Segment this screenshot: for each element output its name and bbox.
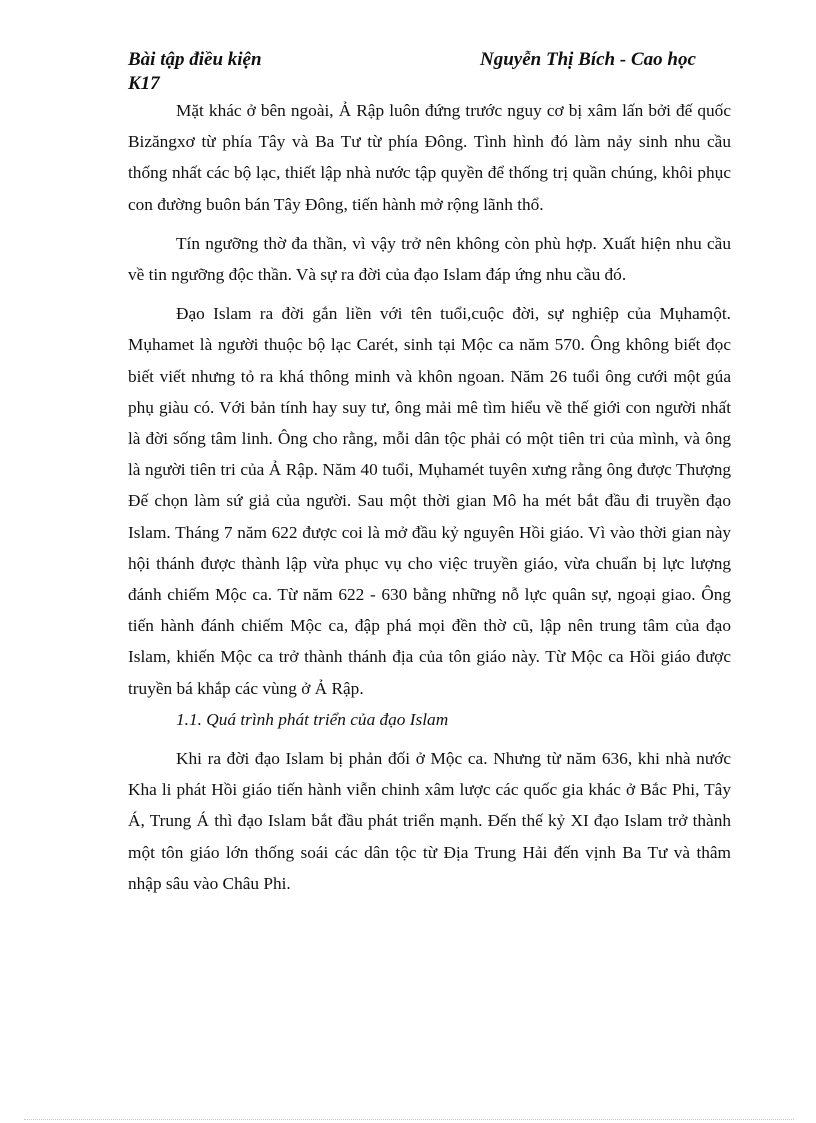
- paragraph-muhammad: Đạo Islam ra đời gắn liền với tên tuổi,cuộc đời, sự nghiệp của Mụhamột. Mụhamet là người thuộc bộ lạc Carét, sinh tại Mộc ca năm 570. Ông không biết đọc biết viết nhưng tỏ ra khá thông minh và khôn ngoan. Năm 26 tuổi ông cưới một gúa phụ giàu có. Với bản tính hay suy tư, ông mải mê tìm hiểu về thế giới con người nhất là đời sống tâm linh. Ông cho rằng, mỗi dân tộc phải có một tiên tri của mình, và ông là người tiên tri của Ả Rập. Năm 40 tuổi, Mụhamét tuyên xưng rằng ông được Thượng Đế chọn làm sứ giả của người. Sau một thời gian Mô ha mét bắt đầu đi truyền đạo Islam. Tháng 7 năm 622 được coi là mở đầu kỷ nguyên Hồi giáo. Vì vào thời gian này hội thánh được thành lập vừa phục vụ cho việc truyền giáo, vừa chuẩn bị lực lượng đánh chiếm Mộc ca. Từ năm 622 - 630 bằng những nỗ lực quân sự, ngoại giao. Ông tiến hành đánh chiếm Mộc ca, đập phá mọi đền thờ cũ, lập nên trung tâm của đạo Islam, khiến Mộc ca trở thành thánh địa của tôn giáo này. Từ Mộc ca Hồi giáo được truyền bá khắp các vùng ở Ả Rập.: [128, 304, 731, 698]
- header-course-code: K17: [128, 73, 160, 94]
- header-course-title: Bài tập điều kiện: [128, 49, 262, 70]
- page-bottom-divider: [24, 1119, 794, 1120]
- document-body: [128, 95, 731, 899]
- paragraph-external-threats: Mặt khác ở bên ngoài, Ả Rập luôn đứng trước nguy cơ bị xâm lấn bởi đế quốc Bizăngxơ từ phía Tây và Ba Tư từ phía Đông. Tình hình đó làm nảy sinh nhu cầu thống nhất các bộ lạc, thiết lập nhà nước tập quyền để thống trị quần chúng, khôi phục con đường buôn bán Tây Đông, tiến hành mở rộng lãnh thổ.: [128, 101, 731, 214]
- paragraph-monotheism: Tín ngưỡng thờ đa thần, vì vậy trở nên không còn phù hợp. Xuất hiện nhu cầu về tin ngưỡng độc thần. Và sự ra đời của đạo Islam đáp ứng nhu cầu đó.: [128, 233, 731, 285]
- section-heading: 1.1. Quá trình phát triển của đạo Islam: [176, 709, 449, 729]
- header-author: Nguyễn Thị Bích - Cao học: [480, 49, 696, 70]
- paragraph-expansion: Khi ra đời đạo Islam bị phản đối ở Mộc ca. Nhưng từ năm 636, khi nhà nước Kha li phát Hồi giáo tiến hành viễn chinh xâm lược các quốc gia khác ở Bắc Phi, Tây Á, Trung Á thì đạo Islam bắt đầu phát triển mạnh. Đến thế kỷ XI đạo Islam trở thành một tôn giáo lớn thống soái các dân tộc từ Địa Trung Hải đến vịnh Ba Tư và thâm nhập sâu vào Châu Phi.: [128, 749, 731, 893]
